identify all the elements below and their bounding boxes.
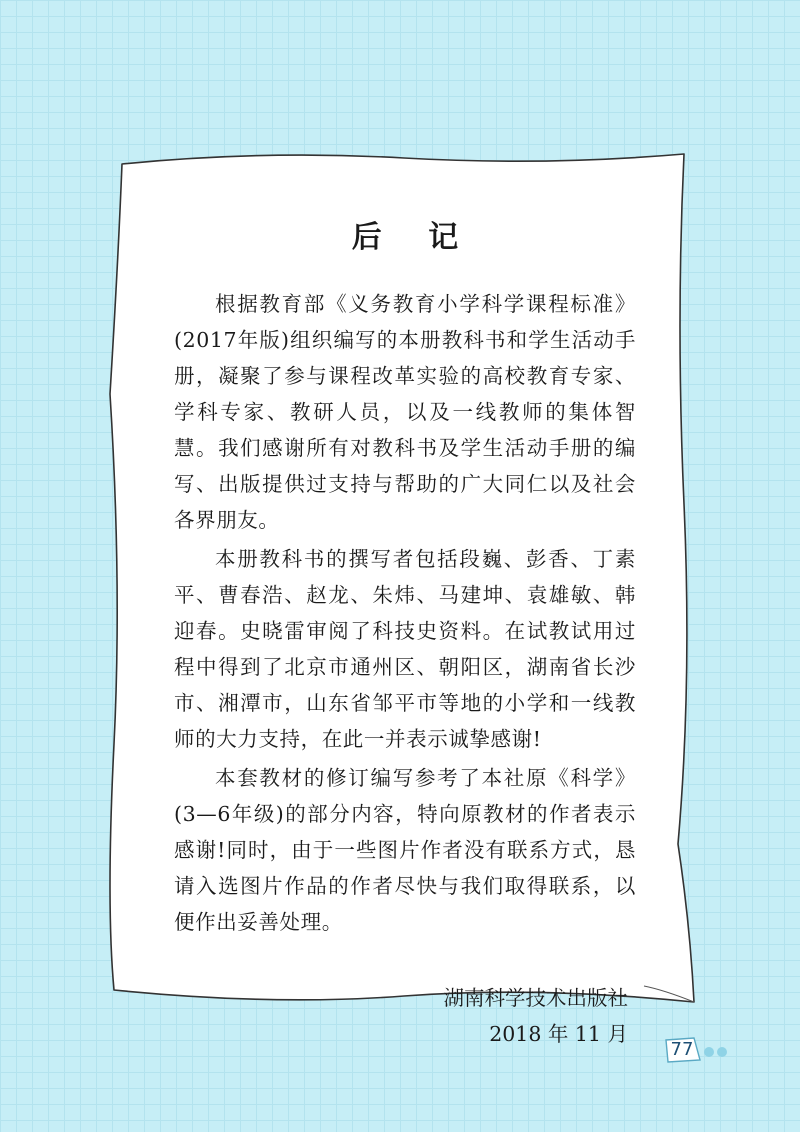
publisher-name: 湖南科学技术出版社	[443, 986, 628, 1010]
page-title: 后 记	[351, 220, 477, 255]
paragraph-2: 本册教科书的撰写者包括段巍、彭香、丁素平、曹春浩、赵龙、朱炜、马建坤、袁雄敏、韩迎春。史晓雷审阅了科技史资料。在试教试用过程中得到了北京市通州区、朝阳区，湖南省长沙市、湘潭市，山东省邹平市等地的小学和一线教师的大力支持，在此一并表示诚挚感谢!	[174, 547, 636, 751]
page-number-badge	[662, 1036, 702, 1064]
decor-dot-icon	[717, 1047, 727, 1057]
paragraph-1: 根据教育部《义务教育小学科学课程标准》(2017年版)组织编写的本册教科书和学生活动手册，凝聚了参与课程改革实验的高校教育专家、学科专家、教研人员，以及一线教师的集体智慧。我们感谢所有对教科书及学生活动手册的编写、出版提供过支持与帮助的广大同仁以及社会各界朋友。	[174, 292, 636, 532]
signature-date: 2018 年 11 月	[489, 1022, 628, 1046]
decor-dot-icon	[704, 1047, 714, 1057]
afterword-content	[174, 194, 636, 1052]
paper-sheet	[104, 144, 700, 1046]
page-number: 77	[670, 1039, 694, 1060]
paragraph-3: 本套教材的修订编写参考了本社原《科学》(3—6年级)的部分内容，特向原教材的作者表示感谢!同时，由于一些图片作者没有联系方式，恳请入选图片作品的作者尽快与我们取得联系，以便作出妥善处理。	[174, 766, 636, 934]
signature-block	[174, 980, 636, 1052]
